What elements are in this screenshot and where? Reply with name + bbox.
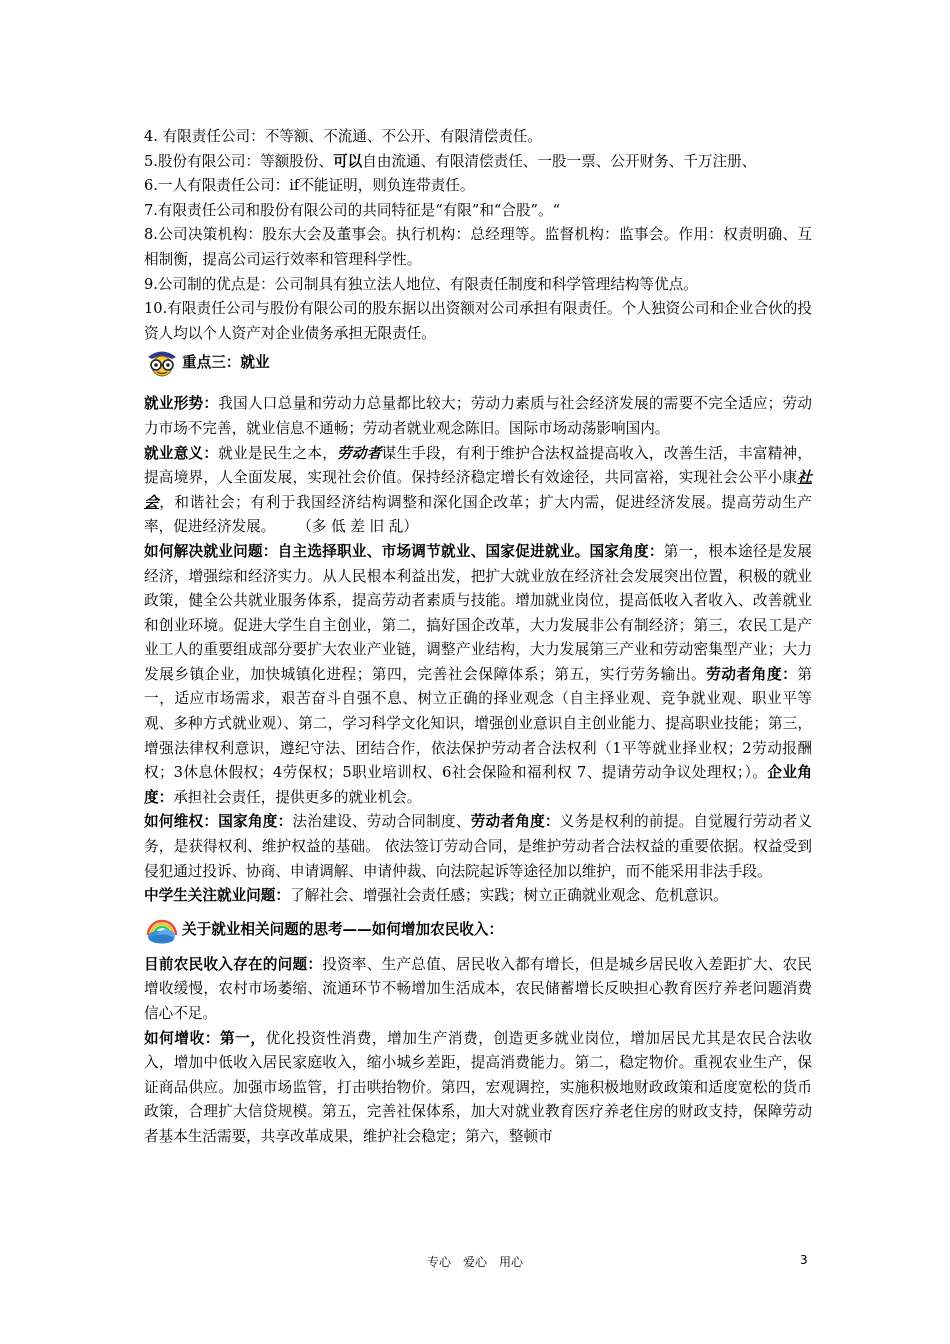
section-heading-income [144,915,812,945]
rainbow-cloud-icon [144,915,180,945]
student-concern: 中学生关注就业问题：了解社会、增强社会责任感；实践；树立正确就业观念、危机意识。 [144,887,728,905]
line-5: 5.股份有限公司：等额股份、可以自由流通、有限清偿责任、一股一票、公开财务、千万注册、 [144,152,757,170]
line-7: 7.有限责任公司和股份有限公司的共同特征是“有限”和“合股”。“ [144,201,561,219]
footer-motto: 专心 爱心 用心 [426,1255,523,1269]
employment-solutions: 如何解决就业问题：自主选择职业、市场调节就业、国家促进就业。国家角度：第一，根本途径是发展经济，增强综和经济实力。从人民根本利益出发，把扩大就业放在经济社会发展突出位置，积极的就业政策，健全公共就业服务体系，提高劳动者素质与技能。增加就业岗位，提高低收入者收入、改善就业和创业环境。促进大学生自主创业，第二，搞好国企改革，大力发展非公有制经济；第三，农民工是产业工人的重要组成部分要扩大农业产业链，调整产业结构，大力发展第三产业和劳动密集型产业；大力发展乡镇企业，加快城镇化进程；第四，完善社会保障体系；第五，实行劳务输出。劳动者角度：第一，适应市场需求，艰苦奋斗自强不息、树立正确的择业观念（自主择业观、竞争就业观、职业平等观、多种方式就业观）、第二，学习科学文化知识，增强创业意识自主创业能力、提高职业技能；第三，增强法律权利意识，遵纪守法、团结合作，依法保护劳动者合法权利（1平等就业择业权；2劳动报酬权；3休息休假权；4劳保权；5职业培训权、6社会保险和福利权 7、提请劳动争议处理权；）。企业角度：承担社会责任，提供更多的就业机会。 [144,542,812,806]
section-heading-text: 重点三：就业 [182,354,270,372]
employment-meaning: 就业意义：就业是民生之本，劳动者谋生手段，有利于维护合法权益提高收入，改善生活，丰富精神，提高境界，人全面发展，实现社会价值。保持经济稳定增长有效途径，共同富裕，实现社会公平小康社会，和谐社会；有利于我国经济结构调整和深化国企改革；扩大内需，促进经济发展。提高劳动生产率，促进经济发展。 （多 低 差 旧 乱） [144,444,812,536]
line-8: 8.公司决策机构：股东大会及董事会。执行机构：总经理等。监督机构：监事会。作用：权责明确、互相制衡，提高公司运行效率和管理科学性。 [144,226,812,268]
rights-protection: 如何维权：国家角度：法治建设、劳动合同制度、劳动者角度：义务是权利的前提。自觉履行劳动者义务，是获得权利、维护权益的基础。 依法签订劳动合同，是维护劳动者合法权益的重要依据。权益受到侵犯通过投诉、协商、申请调解、申请仲裁、向法院起诉等途径加以维护，而不能采用非法手段。 [144,813,812,880]
page-number: 3 [800,1253,808,1267]
income-problems: 目前农民收入存在的问题：投资率、生产总值、居民收入都有增长，但是城乡居民收入差距扩大、农民增收缓慢，农村市场萎缩、流通环节不畅增加生活成本，农民储蓄增长反映担心教育医疗养老问题消费信心不足。 [144,955,812,1022]
document-body [144,125,812,1150]
cartoon-face-icon [144,348,180,378]
section-heading-employment [144,348,812,378]
section-heading-text: 关于就业相关问题的思考——如何增加农民收入： [182,920,504,938]
line-4: 4. 有限责任公司：不等额、不流通、不公开、有限清偿责任。 [144,128,543,145]
line-10: 10.有限责任公司与股份有限公司的股东据以出资额对公司承担有限责任。个人独资公司和企业合伙的投资人均以个人资产对企业债务承担无限责任。 [144,300,812,342]
line-6: 6.一人有限责任公司：if不能证明，则负连带责任。 [144,177,475,195]
employment-situation: 就业形势：我国人口总量和劳动力总量都比较大；劳动力素质与社会经济发展的需要不完全适应；劳动力市场不完善，就业信息不通畅；劳动者就业观念陈旧。国际市场动荡影响国内。 [144,395,812,437]
line-9: 9.公司制的优点是：公司制具有独立法人地位、有限责任制度和科学管理结构等优点。 [144,275,698,293]
income-measures: 如何增收：第一，优化投资性消费，增加生产消费，创造更多就业岗位，增加居民尤其是农民合法收入，增加中低收入居民家庭收入，缩小城乡差距，提高消费能力。第二，稳定物价。重视农业生产，保证商品供应。加强市场监管，打击哄抬物价。第四，宏观调控，实施积极地财政政策和适度宽松的货币政策，合理扩大信贷规模。第五，完善社保体系，加大对就业教育医疗养老住房的财政支持，保障劳动者基本生活需要，共享改革成果，维护社会稳定；第六，整顿市 [144,1029,812,1145]
